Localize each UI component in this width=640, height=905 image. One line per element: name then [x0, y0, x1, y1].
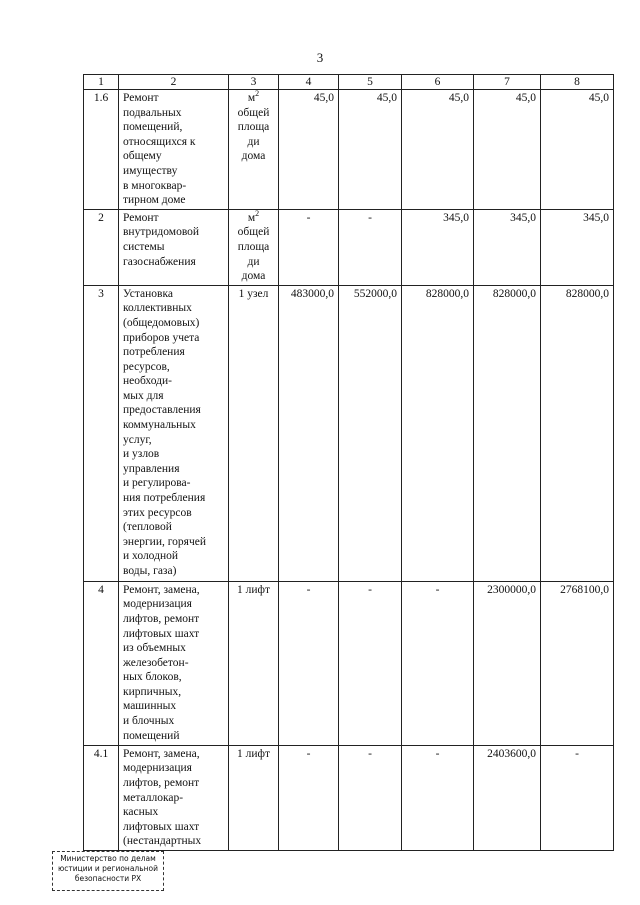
value-cell: - [339, 209, 402, 285]
unit-main: м [247, 92, 256, 104]
value-cell: 2403600,0 [474, 745, 541, 850]
unit-superscript: 2 [255, 89, 260, 99]
stamp-line: безопасности РХ [74, 874, 142, 883]
column-header: 3 [229, 75, 279, 90]
column-header: 1 [84, 75, 119, 90]
table-row [84, 90, 614, 210]
registration-stamp [52, 851, 164, 891]
column-header: 6 [402, 75, 474, 90]
row-number: 2 [84, 209, 119, 285]
unit-rest: общей площа ди дома [237, 226, 270, 283]
value-cell: - [279, 581, 339, 745]
table-row [84, 209, 614, 285]
unit-rest: общей площа ди дома [237, 106, 270, 163]
value-cell: - [402, 745, 474, 850]
value-cell: - [541, 745, 614, 850]
row-number: 3 [84, 285, 119, 581]
value-cell: 45,0 [279, 90, 339, 210]
unit-cell: 1 узел [229, 285, 279, 581]
unit-cell [229, 209, 279, 285]
table-row [84, 745, 614, 850]
unit-main: м [247, 211, 256, 224]
work-name: Установка коллективных (общедомовых) приборов учета потребления ресурсов, необходи- мых для предоставления коммунальных услуг, и узлов управления и регулирова- ния потребления этих ресурсов (тепловой энергии, горячей и холодной воды, газа) [119, 285, 229, 581]
column-header: 7 [474, 75, 541, 90]
unit-superscript: 2 [255, 208, 260, 218]
value-cell: - [339, 745, 402, 850]
column-header: 8 [541, 75, 614, 90]
value-cell: - [402, 581, 474, 745]
page-number: 3 [316, 50, 324, 65]
unit-cell: 1 лифт [229, 745, 279, 850]
row-number: 4 [84, 581, 119, 745]
column-header: 4 [279, 75, 339, 90]
unit-cell [229, 90, 279, 210]
work-name: Ремонт, замена, модернизация лифтов, ремонт лифтовых шахт из объемных железобетон- ных блоков, кирпичных, машинных и блочных помещений [119, 581, 229, 745]
value-cell: 345,0 [541, 209, 614, 285]
value-cell: 828000,0 [541, 285, 614, 581]
row-number: 1.6 [84, 90, 119, 210]
data-table [83, 74, 614, 851]
value-cell: - [339, 581, 402, 745]
unit-cell: 1 лифт [229, 581, 279, 745]
table-row [84, 285, 614, 581]
row-number: 4.1 [84, 745, 119, 850]
value-cell: 45,0 [474, 90, 541, 210]
value-cell: - [279, 745, 339, 850]
value-cell: 483000,0 [279, 285, 339, 581]
value-cell: 828000,0 [402, 285, 474, 581]
value-cell: 552000,0 [339, 285, 402, 581]
value-cell: 345,0 [474, 209, 541, 285]
table-row [84, 581, 614, 745]
column-header: 2 [119, 75, 229, 90]
value-cell: 45,0 [339, 90, 402, 210]
work-name: Ремонт, замена, модернизация лифтов, ремонт металлокар- касных лифтовых шахт (нестандартных [119, 745, 229, 850]
value-cell: - [279, 209, 339, 285]
column-header: 5 [339, 75, 402, 90]
stamp-line: Министерство по делам [60, 854, 156, 863]
work-name: Ремонт внутридомовой системы газоснабжения [119, 209, 229, 285]
work-name: Ремонт подвальных помещений, относящихся к общему имуществу в многоквар- тирном доме [119, 90, 229, 210]
value-cell: 2768100,0 [541, 581, 614, 745]
value-cell: 45,0 [541, 90, 614, 210]
header-row [84, 75, 614, 90]
value-cell: 345,0 [402, 209, 474, 285]
value-cell: 2300000,0 [474, 581, 541, 745]
value-cell: 828000,0 [474, 285, 541, 581]
value-cell: 45,0 [402, 90, 474, 210]
stamp-line: юстиции и региональной [57, 864, 159, 873]
